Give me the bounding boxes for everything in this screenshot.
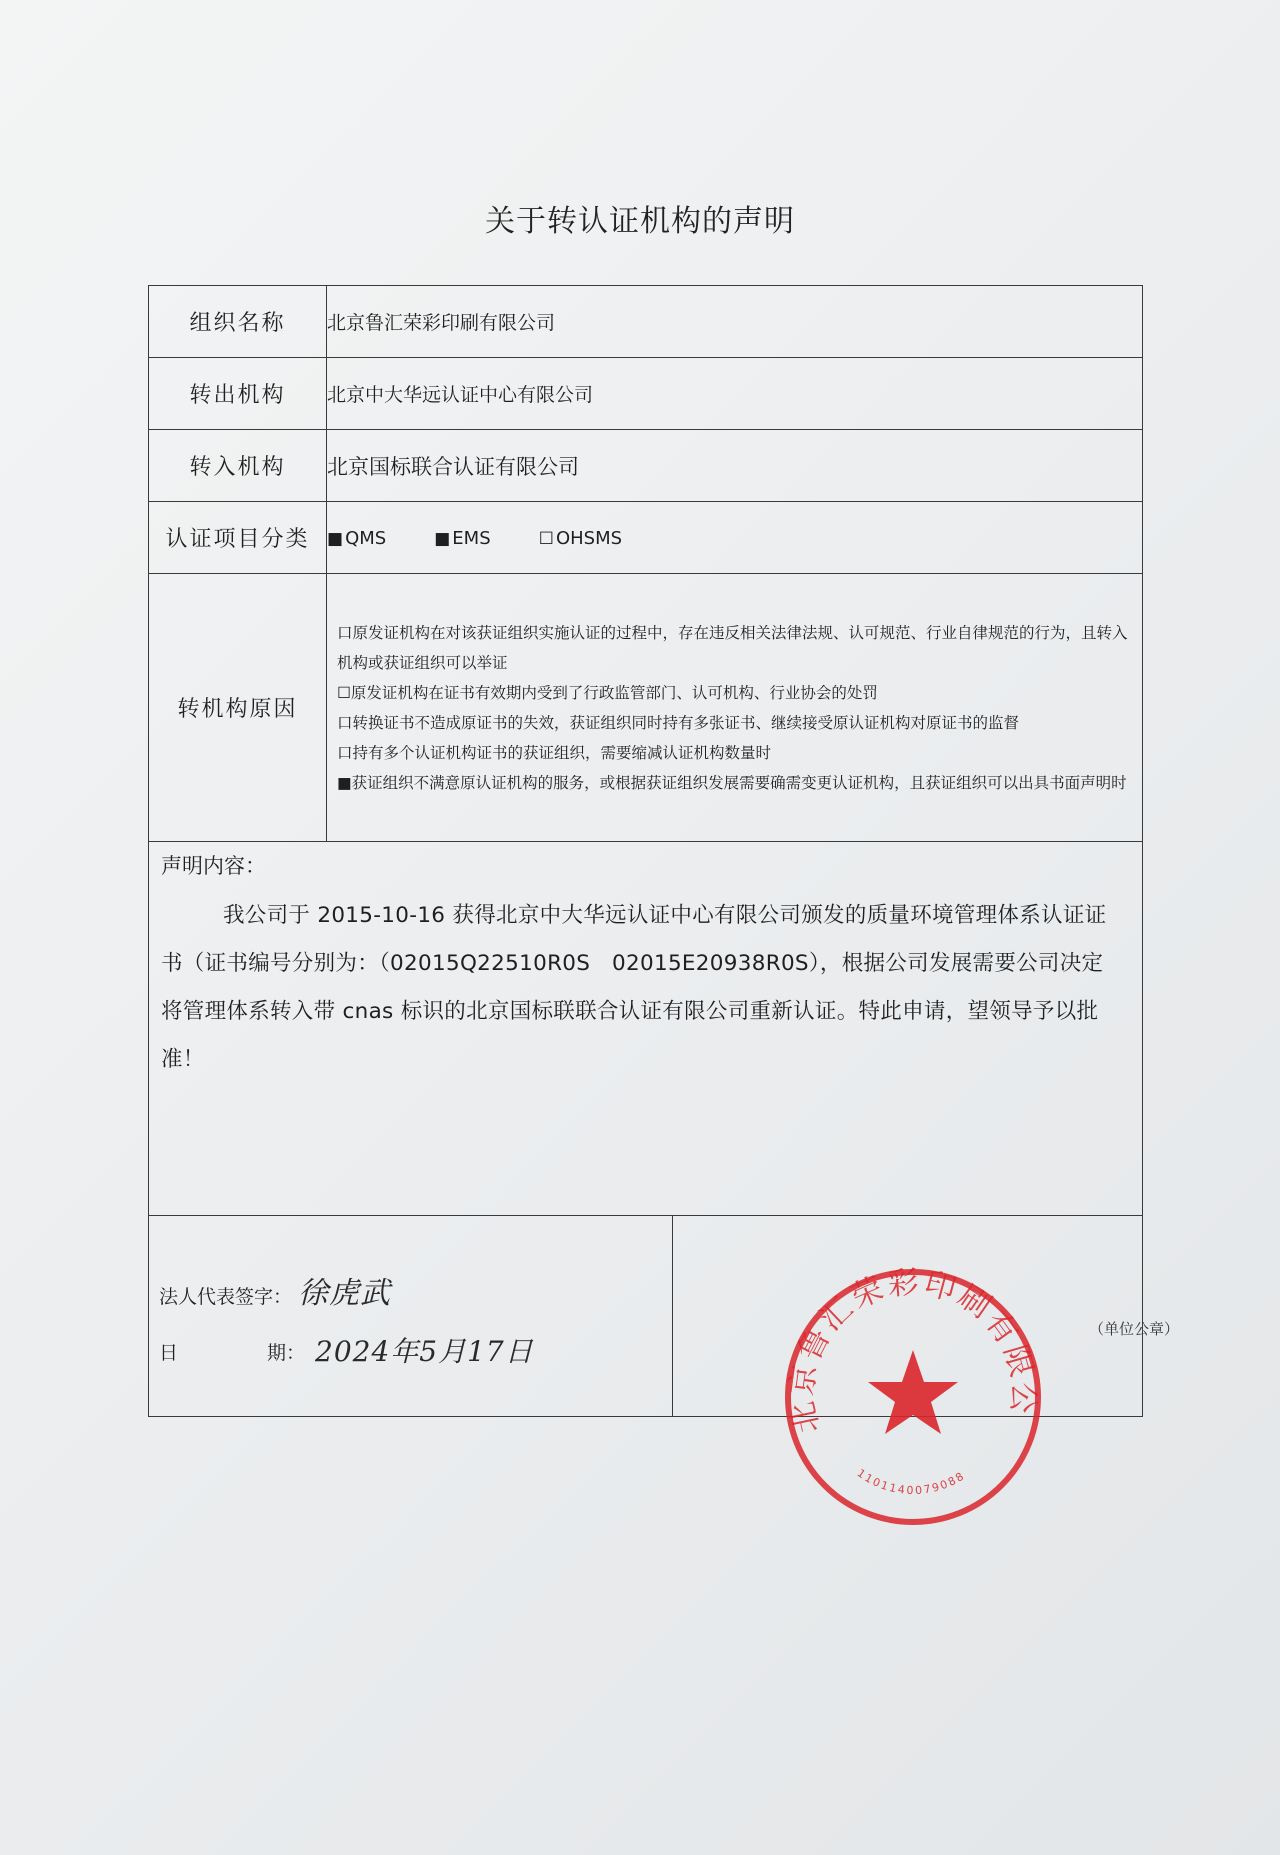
category-ohsms: ☐ OHSMS	[538, 527, 623, 549]
checkbox-checked-icon: ■	[434, 528, 451, 549]
reason-item: ■获证组织不满意原认证机构的服务，或根据获证组织发展需要确需变更认证机构，且获证组织可以出具书面声明时	[337, 773, 1127, 792]
reason-item: 口原发证机构在对该获证组织实施认证的过程中，存在违反相关法律法规、认可规范、行业自律规范的行为，且转入机构或获证组织可以举证	[337, 623, 1128, 672]
row-transfer-in	[149, 430, 1143, 502]
transfer-out-label: 转出机构	[149, 358, 327, 430]
row-declaration	[149, 842, 1143, 1216]
row-org-name	[149, 286, 1143, 358]
category-qms: ■ QMS	[327, 527, 387, 549]
reasons-label: 转机构原因	[149, 574, 327, 842]
checkbox-empty-icon: 口	[337, 713, 353, 732]
categories-label: 认证项目分类	[149, 502, 327, 574]
unit-seal-label: （单位公章）	[1089, 1320, 1180, 1338]
checkbox-empty-icon: ☐	[538, 528, 554, 549]
date-label-1: 日	[159, 1342, 179, 1364]
declaration-form	[148, 285, 1143, 1417]
reasons-list	[327, 574, 1143, 842]
signature-cell	[149, 1216, 673, 1416]
transfer-in-label: 转入机构	[149, 430, 327, 502]
org-name-label: 组织名称	[149, 286, 327, 358]
checkbox-checked-icon: ■	[337, 773, 352, 792]
reason-item: 口持有多个认证机构证书的获证组织，需要缩减认证机构数量时	[337, 743, 772, 762]
date-handwritten: 2024年5月17日	[315, 1335, 534, 1368]
seal-stamp-icon	[778, 1262, 1048, 1532]
date-line	[159, 1335, 659, 1368]
rep-label: 法人代表签字：	[159, 1286, 293, 1308]
reason-item: 口转换证书不造成原证书的失效，获证组织同时持有多张证书、继续接受原认证机构对原证书的监督	[337, 713, 1020, 732]
transfer-out-value: 北京中大华远认证中心有限公司	[327, 358, 1143, 430]
row-reasons	[149, 574, 1143, 842]
checkbox-empty-icon: ☐	[337, 683, 351, 702]
declaration-heading: 声明内容：	[161, 854, 266, 878]
org-name-value: 北京鲁汇荣彩印刷有限公司	[327, 286, 1143, 358]
company-seal	[778, 1262, 1048, 1532]
checkbox-empty-icon: 口	[337, 623, 353, 642]
rep-signature-line	[159, 1268, 391, 1312]
date-label-2: 期：	[267, 1342, 306, 1364]
categories-value	[327, 502, 1143, 574]
checkbox-checked-icon: ■	[327, 528, 344, 549]
rep-signature: 徐虎武	[298, 1276, 392, 1311]
declaration-body: 我公司于 2015-10-16 获得北京中大华远认证中心有限公司颁发的质量环境管理体系认证证书（证书编号分别为：（02015Q22510R0S 02015E20938R0S），根据公司发展需要公司决定将管理体系转入带 cnas 标识的北京国标联联合认证有限公司重新认证。特此申请，望领导予以批准！	[161, 903, 1107, 1072]
transfer-in-value: 北京国标联合认证有限公司	[327, 430, 1143, 502]
row-transfer-out	[149, 358, 1143, 430]
row-categories	[149, 502, 1143, 574]
checkbox-empty-icon: 口	[337, 743, 353, 762]
category-ems: ■ EMS	[434, 527, 491, 549]
declaration-cell	[149, 842, 1143, 1216]
reason-item: ☐原发证机构在证书有效期内受到了行政监管部门、认可机构、行业协会的处罚	[337, 683, 878, 702]
svg-text:1101140079088: 1101140079088	[854, 1466, 968, 1498]
svg-text:北京鲁汇荣彩印刷有限公司: 北京鲁汇荣彩印刷有限公	[783, 1264, 1042, 1437]
document-title: 关于转认证机构的声明	[485, 204, 795, 239]
